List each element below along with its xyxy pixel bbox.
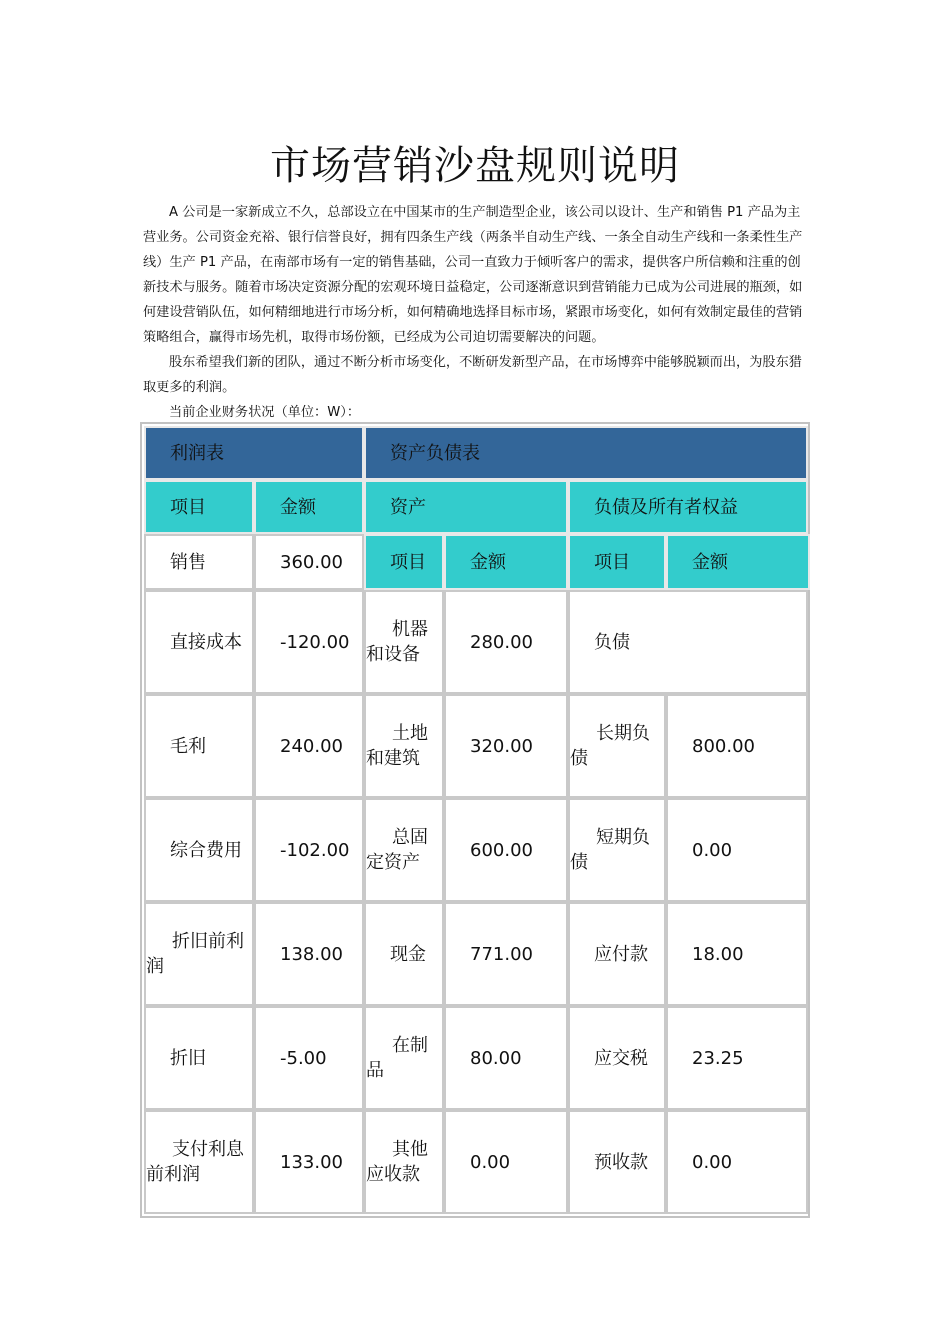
liab-item: 长期负债 [568, 694, 666, 798]
liab-amount: 0.00 [666, 1110, 808, 1214]
income-amount: 133.00 [254, 1110, 364, 1214]
asset-item: 总固定资产 [364, 798, 444, 902]
assets-header: 资产 [364, 480, 568, 534]
liabilities-equity-header: 负债及所有者权益 [568, 480, 808, 534]
asset-item: 在制品 [364, 1006, 444, 1110]
income-amount: 360.00 [254, 534, 364, 590]
income-item: 折旧 [144, 1006, 254, 1110]
asset-item: 机器和设备 [364, 590, 444, 694]
asset-amount: 0.00 [444, 1110, 568, 1214]
income-amount: 240.00 [254, 694, 364, 798]
income-statement-header: 利润表 [144, 426, 364, 480]
financial-status-caption: 当前企业财务状况（单位：W）： [169, 405, 361, 420]
assets-col-amount: 金额 [444, 534, 568, 590]
liab-item: 负债 [568, 590, 808, 694]
liab-item: 预收款 [568, 1110, 666, 1214]
intro-text [143, 200, 807, 425]
asset-amount: 320.00 [444, 694, 568, 798]
income-item: 毛利 [144, 694, 254, 798]
income-col-item: 项目 [144, 480, 254, 534]
income-item: 销售 [144, 534, 254, 590]
income-amount: -120.00 [254, 590, 364, 694]
liab-amount: 23.25 [666, 1006, 808, 1110]
income-item: 直接成本 [144, 590, 254, 694]
assets-col-item: 项目 [364, 534, 444, 590]
liab-amount: 800.00 [666, 694, 808, 798]
income-amount: -102.00 [254, 798, 364, 902]
income-col-amount: 金额 [254, 480, 364, 534]
liab-col-item: 项目 [568, 534, 666, 590]
liab-amount: 18.00 [666, 902, 808, 1006]
income-item: 折旧前利润 [144, 902, 254, 1006]
asset-item: 其他应收款 [364, 1110, 444, 1214]
liab-item: 应交税 [568, 1006, 666, 1110]
income-amount: 138.00 [254, 902, 364, 1006]
asset-amount: 771.00 [444, 902, 568, 1006]
income-item: 综合费用 [144, 798, 254, 902]
financial-table [140, 422, 810, 1218]
asset-amount: 80.00 [444, 1006, 568, 1110]
shareholder-paragraph: 股东希望我们新的团队，通过不断分析市场变化，不断研发新型产品，在市场博弈中能够脱颖而出，为股东猎取更多的利润。 [143, 355, 802, 395]
liab-item: 短期负债 [568, 798, 666, 902]
asset-amount: 280.00 [444, 590, 568, 694]
balance-sheet-header: 资产负债表 [364, 426, 808, 480]
asset-item: 现金 [364, 902, 444, 1006]
page-title: 市场营销沙盘规则说明 [270, 143, 680, 189]
income-amount: -5.00 [254, 1006, 364, 1110]
liab-col-amount: 金额 [666, 534, 810, 590]
asset-item: 土地和建筑 [364, 694, 444, 798]
liab-item: 应付款 [568, 902, 666, 1006]
income-item: 支付利息前利润 [144, 1110, 254, 1214]
asset-amount: 600.00 [444, 798, 568, 902]
intro-paragraph: A 公司是一家新成立不久，总部设立在中国某市的生产制造型企业，该公司以设计、生产和销售 P1 产品为主营业务。公司资金充裕、银行信誉良好，拥有四条生产线（两条半自动生产线、一条全自动生产线和一条柔性生产线）生产 P1 产品，在南部市场有一定的销售基础，公司一直致力于倾听客户的需求，提供客户所信赖和注重的创新技术与服务。随着市场决定资源分配的宏观环境日益稳定，公司逐渐意识到营销能力已成为公司进展的瓶颈，如何建设营销队伍，如何精细地进行市场分析，如何精确地选择目标市场，紧跟市场变化，如何有效制定最佳的营销策略组合，赢得市场先机，取得市场份额，已经成为公司迫切需要解决的问题。 [143, 205, 803, 345]
liab-amount: 0.00 [666, 798, 808, 902]
